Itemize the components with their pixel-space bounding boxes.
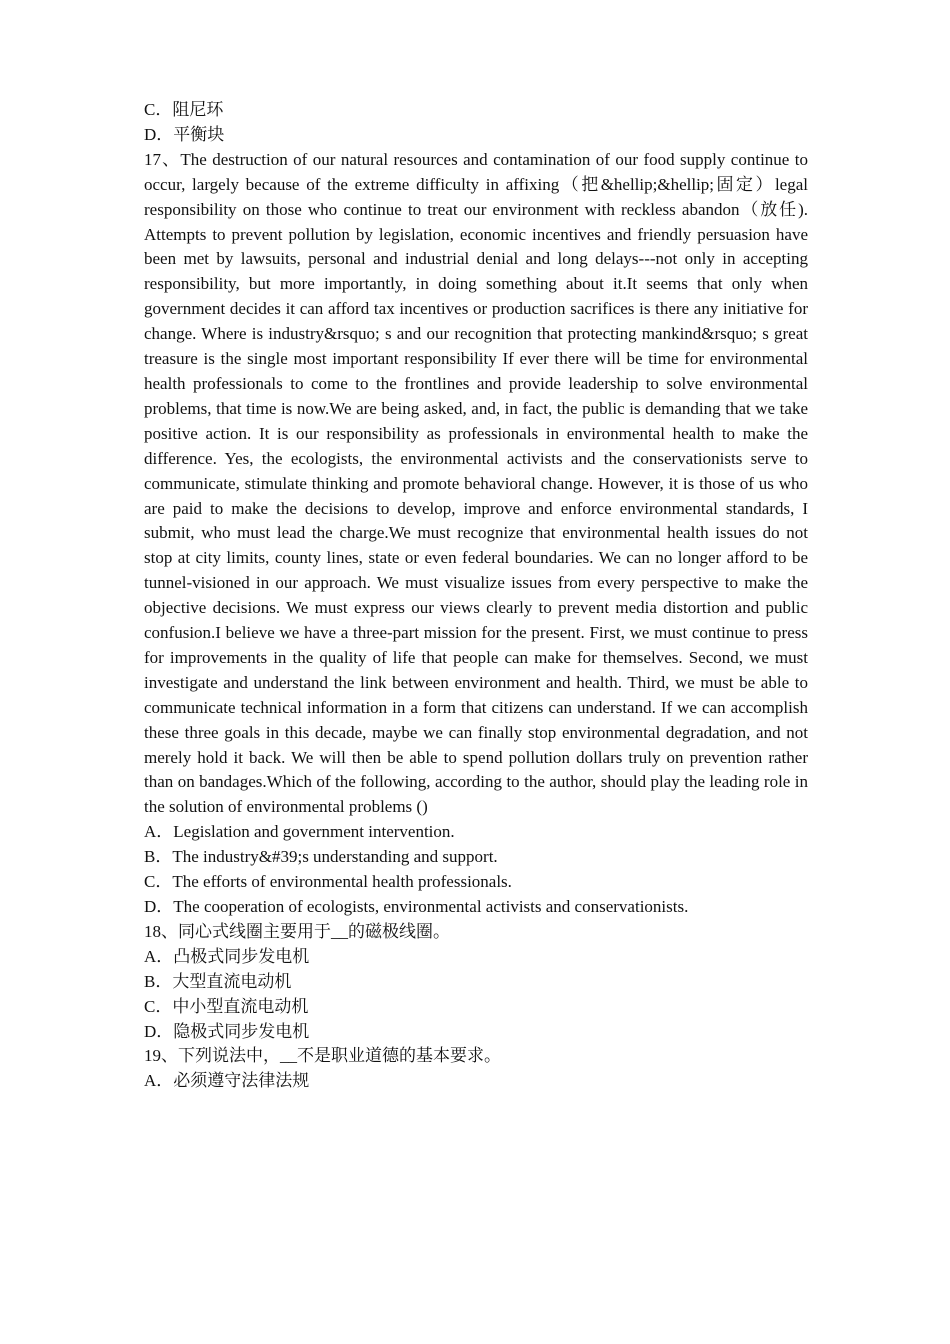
question-19-text: 19、下列说法中，__不是职业道德的基本要求。 bbox=[144, 1046, 501, 1066]
question-17-option-d: D．The cooperation of ecologists, environmental activists and conservationists. bbox=[144, 897, 689, 916]
question-17-option-a: A．Legislation and government intervention. bbox=[144, 822, 455, 842]
question-17-passage: 17、The destruction of our natural resources and contamination of our food supply continue to occur, largely because of the extreme difficulty in affixing（把&hellip;&hellip;固定）legal responsibility on those who continue to treat our environment with reckless abandon（放任). Attempts to prevent pollution by legislation, economic incentives and friendly persuasion have been met by lawsuits, personal and industrial denial and long delays---not only in accepting responsibility, but more importantly, in doing something about it.It seems that only when government decides it can afford tax incentives or production sacrifices is there any initiative for change. Where is industry&rsquo; s and our recognition that protecting mankind&rsquo; s great treasure is the single most important responsibility If ever there will be time for environmental health professionals to come to the frontlines and provide leadership to solve environmental problems, that time is now.We are being asked, and, in fact, the public is demanding that we take positive action. It is our responsibility as professionals in environmental health to make the difference. Yes, the ecologists, the environmental activists and the conservationists serve to communicate, stimulate thinking and promote behavioral change. However, it is those of us who are paid to make the decisions to develop, improve and enforce environmental standards, I submit, who must lead the charge.We must recognize that environmental health issues do not stop at city limits, county lines, state or even federal boundaries. We can no longer afford to be tunnel-visioned in our approach. We must visualize issues from every perspective to make the objective decisions. We must express our views clearly to prevent media distortion and public confusion.I believe we have a three-part mission for the present. First, we must continue to press for improvements in the quality of life that people can make for themselves. Second, we must investigate and understand the link between environment and health. Third, we must be able to communicate technical information in a form that citizens can understand. If we can accomplish these three goals in this decade, maybe we can finally stop environmental degradation, and not merely hold it back. We will then be able to spend pollution dollars truly on prevention rather than on bandages.Which of the following, according to the author, should play the leading role in the solution of environmental problems () bbox=[144, 149, 808, 817]
question-17-option-b: B．The industry&#39;s understanding and support. bbox=[144, 847, 498, 867]
question-18-option-c: C．中小型直流电动机 bbox=[144, 996, 309, 1016]
question-17-option-c: C．The efforts of environmental health professionals. bbox=[144, 872, 512, 892]
document-page bbox=[144, 98, 808, 1094]
option-d-prev: D．平衡块 bbox=[144, 124, 225, 144]
option-c-prev: C．阻尼环 bbox=[144, 100, 224, 119]
question-18-option-a: A．凸极式同步发电机 bbox=[144, 946, 310, 966]
question-18-option-d: D．隐极式同步发电机 bbox=[144, 1021, 310, 1041]
question-18-option-b: B．大型直流电动机 bbox=[144, 971, 292, 991]
question-18-text: 18、同心式线圈主要用于__的磁极线圈。 bbox=[144, 921, 450, 941]
question-19-option-a: A．必须遵守法律法规 bbox=[144, 1071, 310, 1091]
